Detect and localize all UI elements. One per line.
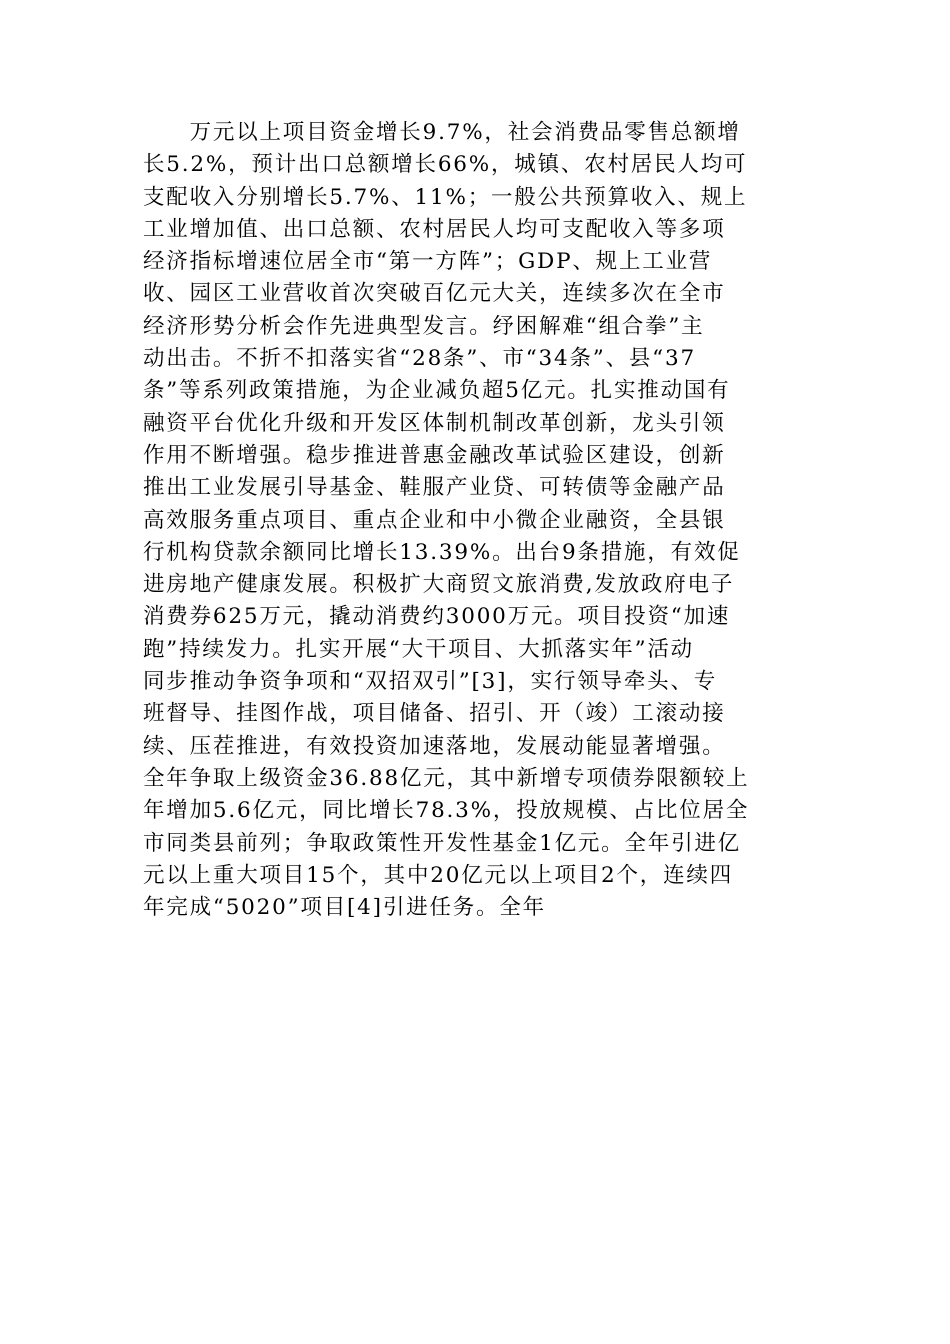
text-line: 长5.2%，预计出口总额增长66%，城镇、农村居民人均可: [143, 152, 748, 178]
text-line: 市同类县前列；争取政策性开发性基金1亿元。全年引进亿: [143, 830, 741, 856]
text-line: 作用不断增强。稳步推进普惠金融改革试验区建设，创新: [143, 442, 726, 468]
text-line: 融资平台优化升级和开发区体制机制改革创新，龙头引领: [143, 410, 726, 436]
text-line: 经济形势分析会作先进典型发言。纾困解难“组合拳”主: [143, 313, 705, 339]
text-line: 消费券625万元，撬动消费约3000万元。项目投资“加速: [143, 604, 731, 630]
text-line: 行机构贷款余额同比增长13.39%。出台9条措施，有效促: [143, 539, 741, 565]
text-line: 同步推动争资争项和“双招双引”[3]，实行领导牵头、专: [143, 669, 718, 695]
text-line: 条”等系列政策措施，为企业减负超5亿元。扎实推动国有: [143, 378, 731, 404]
text-line: 动出击。不折不扣落实省“28条”、市“34条”、县“37: [143, 346, 696, 372]
text-line: 全年争取上级资金36.88亿元，其中新增专项债券限额较上: [143, 765, 750, 791]
text-line: 元以上重大项目15个，其中20亿元以上项目2个，连续四: [143, 862, 733, 888]
text-line: 工业增加值、出口总额、农村居民人均可支配收入等多项: [143, 216, 726, 242]
text-line: 高效服务重点项目、重点企业和中小微企业融资，全县银: [143, 507, 726, 533]
text-line: 推出工业发展引导基金、鞋服产业贷、可转债等金融产品: [143, 475, 726, 501]
text-line: 进房地产健康发展。积极扩大商贸文旅消费,发放政府电子: [143, 572, 735, 598]
text-line: 跑”持续发力。扎实开展“大干项目、大抓落实年”活动: [143, 636, 694, 662]
text-line: 年完成“5020”项目[4]引进任务。全年: [143, 895, 546, 921]
text-line: 班督导、挂图作战，项目储备、招引、开（竣）工滚动接: [143, 701, 726, 727]
text-line: 收、园区工业营收首次突破百亿元大关，连续多次在全市: [143, 281, 726, 307]
text-line: 经济指标增速位居全市“第一方阵”；GDP、规上工业营: [143, 249, 713, 275]
text-line: 支配收入分别增长5.7%、11%；一般公共预算收入、规上: [143, 184, 748, 210]
text-line: 万元以上项目资金增长9.7%，社会消费品零售总额增: [143, 120, 741, 145]
text-line: 续、压茬推进，有效投资加速落地，发展动能显著增强。: [143, 733, 726, 759]
text-line: 年增加5.6亿元，同比增长78.3%，投放规模、占比位居全: [143, 798, 750, 824]
body-paragraph: [143, 117, 808, 924]
